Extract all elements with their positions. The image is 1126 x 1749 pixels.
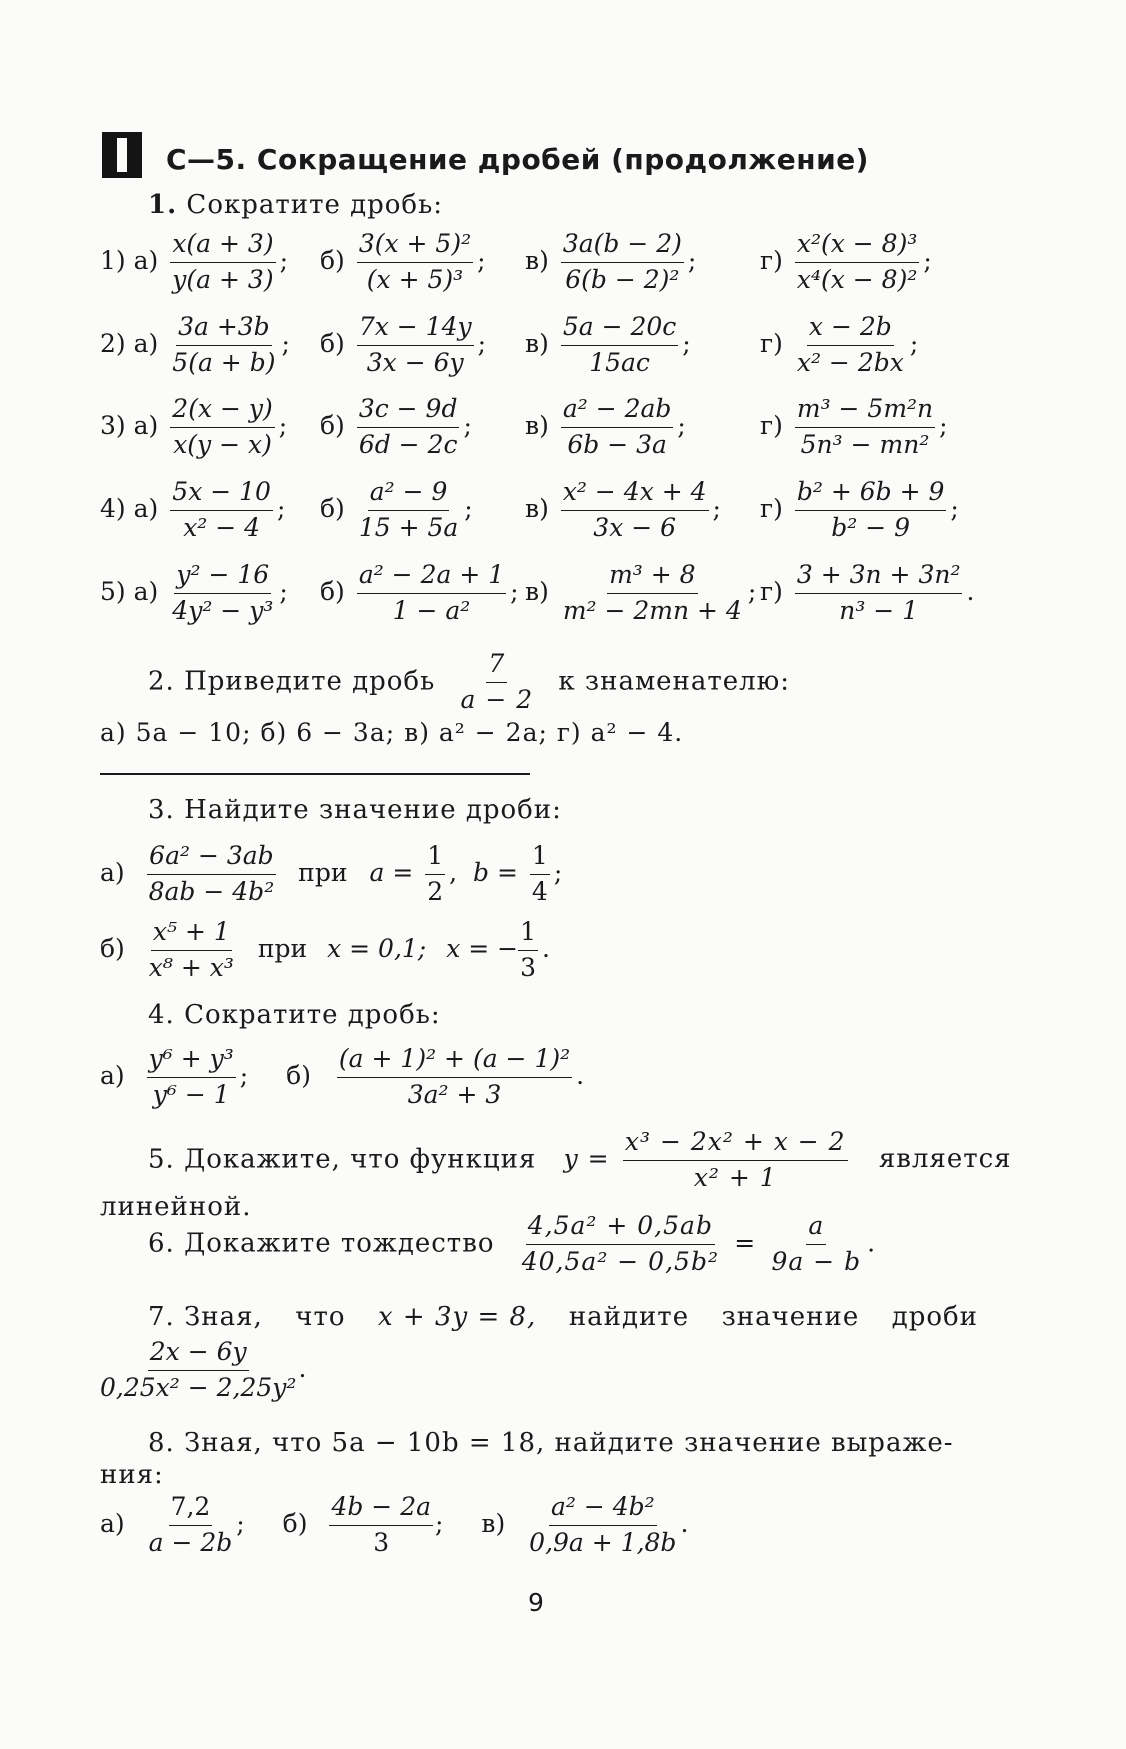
task1-denominator: 3x − 6 xyxy=(593,512,677,542)
task8-b-num: 4b − 2a xyxy=(329,1493,433,1526)
task1-punct: ; xyxy=(909,328,919,358)
task1-fraction xyxy=(170,313,277,378)
task1-punct: ; xyxy=(279,245,289,275)
task1-item-label: г) xyxy=(760,493,783,523)
task4-a-fraction xyxy=(147,1045,236,1110)
task1-item xyxy=(760,313,918,378)
task1-item xyxy=(320,230,486,295)
task8-a-end: ; xyxy=(236,1508,245,1538)
task7-heading: 7. Зная, xyxy=(148,1302,263,1332)
task1-item-label: а) xyxy=(133,410,159,440)
task1-fraction xyxy=(795,313,906,378)
task1-punct: ; xyxy=(279,576,288,606)
task2-heading: 2. Приведите дробь xyxy=(148,666,436,697)
task8-b-fraction xyxy=(329,1493,433,1558)
task1-item xyxy=(100,395,287,460)
task1-item-label: в) xyxy=(525,245,549,275)
task1-item-label: а) xyxy=(133,576,159,606)
task1-item xyxy=(525,561,756,626)
task1-numerator: a² − 9 xyxy=(368,478,450,511)
task3-b-eq1: x = 0,1; xyxy=(327,933,427,963)
task1-item xyxy=(525,478,721,543)
task4-b-label: б) xyxy=(286,1060,311,1090)
task1-denominator: y(a + 3) xyxy=(172,264,274,294)
task1-numerator: 3c − 9d xyxy=(357,395,460,428)
task1-fraction xyxy=(357,478,460,543)
task7-word-value: значение xyxy=(721,1302,860,1332)
task1-punct: ; xyxy=(276,493,286,523)
task7-num: 2x − 6y xyxy=(148,1338,249,1371)
task3-b-end: . xyxy=(541,933,550,963)
task1-numerator: m³ − 5m²n xyxy=(795,395,935,428)
task8-c-end: . xyxy=(680,1508,689,1538)
task1-denominator: x² − 2bx xyxy=(796,347,904,377)
task4-a-num: y⁶ + y³ xyxy=(147,1045,236,1078)
task1-fraction xyxy=(357,230,473,295)
task3-a-v1d: 2 xyxy=(427,876,444,906)
task5-line2: линейной. xyxy=(100,1192,252,1222)
task5-heading: 5. Докажите, что функция xyxy=(148,1144,537,1175)
task1-heading: 1. Сократите дробь: xyxy=(148,190,443,220)
task1-item xyxy=(100,230,288,295)
task3-a-label: а) xyxy=(100,857,125,887)
task1-fraction xyxy=(561,230,684,295)
task1-numerator: a² − 2ab xyxy=(561,395,674,428)
task3-a-v2d: 4 xyxy=(531,876,548,906)
task1-item-label: г) xyxy=(760,576,783,606)
task1-item-label: а) xyxy=(133,245,159,275)
task1-punct: ; xyxy=(510,576,519,606)
task4-b-den: 3a² + 3 xyxy=(407,1079,502,1109)
task5-lhs: y = xyxy=(563,1144,610,1174)
task3-a-den: 8ab − 4b² xyxy=(148,876,275,906)
task1-denominator: (x + 5)³ xyxy=(366,264,464,294)
task1-punct: ; xyxy=(463,410,472,440)
task1-row-number: 4) xyxy=(100,493,126,523)
task1-item-label: г) xyxy=(760,245,783,275)
task1-numerator: 3(x + 5)² xyxy=(357,230,473,263)
task1-item-label: б) xyxy=(320,328,345,358)
task1-item-label: а) xyxy=(133,328,159,358)
task3-a-value2 xyxy=(530,842,550,907)
task1-punct: ; xyxy=(687,245,697,275)
task1-item-label: б) xyxy=(320,493,345,523)
task1-denominator: 6(b − 2)² xyxy=(565,264,680,294)
task1-numerator: y² − 16 xyxy=(174,561,271,594)
task1-fraction xyxy=(170,478,273,543)
task7-condition: x + 3y = 8, xyxy=(377,1302,537,1332)
task1-numerator: 3a +3b xyxy=(176,313,272,346)
task1-row-number: 1) xyxy=(100,245,126,275)
task1-item xyxy=(100,478,285,543)
task7-den: 0,25x² − 2,25y² xyxy=(100,1372,297,1402)
task1-item-label: г) xyxy=(760,410,783,440)
task3-a-v1n: 1 xyxy=(425,842,445,875)
task2-frac-denominator: a − 2 xyxy=(460,684,534,714)
task1-denominator: b² − 9 xyxy=(831,512,911,542)
task7-expression xyxy=(98,1338,306,1403)
task1-fraction xyxy=(561,313,678,378)
task3-b-den: x⁸ + x³ xyxy=(148,952,234,982)
task3-a-value1 xyxy=(425,842,445,907)
task3-a-v2n: 1 xyxy=(530,842,550,875)
task3-heading: 3. Найдите значение дроби: xyxy=(148,795,562,825)
task1-item-label: в) xyxy=(525,410,549,440)
task1-punct: . xyxy=(966,576,975,606)
task1-item xyxy=(525,313,691,378)
task1-item xyxy=(100,313,290,378)
task3-a-eq2: b = xyxy=(473,857,518,887)
task1-numerator: 3a(b − 2) xyxy=(561,230,684,263)
task1-denominator: 5n³ − mn² xyxy=(800,429,930,459)
task8-heading: 8. Зная, что 5a − 10b = 18, найдите значение выраже- xyxy=(148,1428,954,1458)
task4-items xyxy=(100,1045,584,1110)
task1-item xyxy=(320,395,472,460)
divider xyxy=(100,773,530,775)
task4-b-fraction xyxy=(337,1045,572,1110)
task1-punct: ; xyxy=(950,493,959,523)
task1-numerator: x(a + 3) xyxy=(170,230,275,263)
task1-fraction xyxy=(357,561,506,626)
task6-den2: 9a − b xyxy=(771,1246,862,1276)
task1-row-number: 3) xyxy=(100,410,126,440)
task1-item xyxy=(760,561,974,626)
task8-c-num: a² − 4b² xyxy=(549,1493,657,1526)
task1-item xyxy=(320,313,486,378)
task1-numerator: 5x − 10 xyxy=(170,478,273,511)
task1-punct: ; xyxy=(682,328,691,358)
task4-a-label: а) xyxy=(100,1060,125,1090)
page-number: 9 xyxy=(528,1588,544,1617)
task1-denominator: 1 − a² xyxy=(392,595,471,625)
task1-denominator: x(y − x) xyxy=(173,429,272,459)
task1-denominator: 15ac xyxy=(589,347,650,377)
task1-numerator: x²(x − 8)³ xyxy=(795,230,920,263)
task1-denominator: 6d − 2c xyxy=(358,429,458,459)
task1-fraction xyxy=(561,395,674,460)
task1-denominator: 15 + 5a xyxy=(358,512,459,542)
task1-numerator: x − 2b xyxy=(807,313,894,346)
task5-den: x² + 1 xyxy=(693,1162,777,1192)
task5-num: x³ − 2x² + x − 2 xyxy=(623,1128,848,1161)
task5-line xyxy=(148,1128,1012,1193)
task3-b-eq2: x = − xyxy=(446,933,519,963)
task8-a-den: a − 2b xyxy=(148,1527,233,1557)
task1-item-label: в) xyxy=(525,493,549,523)
task3-b xyxy=(100,918,550,983)
task1-item-label: б) xyxy=(320,576,345,606)
task1-punct: ; xyxy=(923,245,932,275)
task7-fraction xyxy=(98,1338,298,1403)
task3-a-when: при xyxy=(298,857,348,887)
task7-word-find: найдите xyxy=(568,1302,690,1332)
task6-fraction1 xyxy=(520,1212,721,1277)
task8-c-den: 0,9a + 1,8b xyxy=(529,1527,677,1557)
task1-numerator: 3 + 3n + 3n² xyxy=(795,561,963,594)
task1-fraction xyxy=(170,395,274,460)
task3-b-vd: 3 xyxy=(520,952,536,982)
task5-tail: является xyxy=(878,1144,1012,1175)
task1-denominator: x⁴(x − 8)² xyxy=(796,264,918,294)
task4-heading: 4. Сократите дробь: xyxy=(148,1000,441,1030)
task1-fraction xyxy=(795,230,920,295)
task1-denominator: 6b − 3a xyxy=(567,429,667,459)
task6-fraction2 xyxy=(769,1212,863,1277)
task1-numerator: b² + 6b + 9 xyxy=(795,478,947,511)
task1-item xyxy=(760,230,932,295)
task3-a xyxy=(100,842,562,907)
section-marker xyxy=(102,132,142,178)
task1-item-label: в) xyxy=(525,576,549,606)
task1-denominator: x² − 4 xyxy=(183,512,261,542)
task1-fraction xyxy=(357,395,460,460)
task1-item xyxy=(320,478,473,543)
task1-fraction xyxy=(561,561,744,626)
task8-line2: ния: xyxy=(100,1460,164,1490)
task3-a-sep: , xyxy=(449,857,458,887)
task7-word-that: что xyxy=(295,1302,346,1332)
task3-b-vn: 1 xyxy=(518,918,538,951)
task1-numerator: x² − 4x + 4 xyxy=(561,478,709,511)
task8-b-end: ; xyxy=(435,1508,444,1538)
task1-punct: ; xyxy=(281,328,290,358)
task7-word-fraction: дроби xyxy=(891,1302,978,1332)
task1-item-label: б) xyxy=(320,410,345,440)
task1-item xyxy=(760,478,959,543)
task1-punct: ; xyxy=(939,410,948,440)
task6-end: . xyxy=(867,1228,877,1258)
task6-num2: a xyxy=(806,1212,826,1245)
task3-b-num: x⁵ + 1 xyxy=(151,918,232,951)
task1-numerator: a² − 2a + 1 xyxy=(357,561,506,594)
task1-item-label: в) xyxy=(525,328,549,358)
task1-item xyxy=(320,561,519,626)
task6-num1: 4,5a² + 0,5ab xyxy=(526,1212,715,1245)
task3-b-fraction xyxy=(147,918,236,983)
task3-a-num: 6a² − 3ab xyxy=(147,842,276,875)
task8-items xyxy=(100,1493,688,1558)
task1-item-label: г) xyxy=(760,328,783,358)
task1-punct: ; xyxy=(712,493,721,523)
task3-a-end: ; xyxy=(553,857,563,887)
task1-numerator: 5a − 20c xyxy=(561,313,678,346)
task6-heading: 6. Докажите тождество xyxy=(148,1228,495,1259)
task1-fraction xyxy=(357,313,474,378)
task1-denominator: m² − 2mn + 4 xyxy=(562,595,742,625)
task6-den1: 40,5a² − 0,5b² xyxy=(521,1246,719,1276)
task6-line xyxy=(148,1212,876,1277)
task8-b-den: 3 xyxy=(373,1527,390,1557)
task1-punct: ; xyxy=(477,245,486,275)
task8-b-label: б) xyxy=(282,1508,308,1538)
task4-b-end: . xyxy=(576,1060,585,1090)
task7-end: . xyxy=(298,1353,307,1383)
task1-punct: ; xyxy=(477,328,487,358)
task2-tail: к знаменателю: xyxy=(558,666,791,697)
task3-b-label: б) xyxy=(100,933,125,963)
task1-denominator: 3x − 6y xyxy=(366,347,464,377)
task1-numerator: 7x − 14y xyxy=(357,313,474,346)
task3-a-fraction xyxy=(147,842,277,907)
task1-item-label: а) xyxy=(133,493,159,523)
task1-item xyxy=(760,395,948,460)
task1-item xyxy=(525,395,686,460)
task1-fraction xyxy=(170,561,275,626)
task2-line xyxy=(148,650,790,715)
task1-punct: ; xyxy=(747,576,757,606)
task5-fraction xyxy=(623,1128,848,1193)
task1-punct: ; xyxy=(278,410,288,440)
task1-fraction xyxy=(170,230,275,295)
task8-a-fraction xyxy=(147,1493,235,1558)
task8-a-label: а) xyxy=(100,1508,125,1538)
task1-denominator: n³ − 1 xyxy=(839,595,919,625)
task1-fraction xyxy=(561,478,709,543)
task7-line xyxy=(148,1302,978,1332)
task6-equals: = xyxy=(734,1228,757,1258)
task2-fraction xyxy=(459,650,536,715)
task3-a-eq1: a = xyxy=(369,857,414,887)
task1-item-label: б) xyxy=(320,245,345,275)
task1-item xyxy=(525,230,696,295)
task2-frac-numerator: 7 xyxy=(486,650,507,683)
task2-options: а) 5a − 10; б) 6 − 3a; в) a² − 2a; г) a² − 4. xyxy=(100,718,684,747)
task1-numerator: 2(x − y) xyxy=(170,395,274,428)
task1-row-number: 5) xyxy=(100,576,126,606)
task3-b-value xyxy=(518,918,538,983)
task1-punct: ; xyxy=(464,493,473,523)
task1-denominator: 5(a + b) xyxy=(172,347,276,377)
task1-fraction xyxy=(795,561,963,626)
task3-b-when: при xyxy=(257,933,308,963)
task4-a-end: ; xyxy=(239,1060,249,1090)
task1-punct: ; xyxy=(677,410,686,440)
task1-item xyxy=(100,561,288,626)
task4-a-den: y⁶ − 1 xyxy=(152,1079,230,1109)
task1-numerator: m³ + 8 xyxy=(607,561,697,594)
task4-b-num: (a + 1)² + (a − 1)² xyxy=(337,1045,572,1078)
task1-fraction xyxy=(795,395,935,460)
page-title: С—5. Сокращение дробей (продолжение) xyxy=(166,143,869,176)
task8-c-fraction xyxy=(527,1493,678,1558)
task1-denominator: 4y² − y³ xyxy=(172,595,274,625)
task1-row-number: 2) xyxy=(100,328,126,358)
task8-c-label: в) xyxy=(481,1508,506,1538)
task8-a-num: 7,2 xyxy=(169,1493,213,1526)
task1-fraction xyxy=(795,478,947,543)
